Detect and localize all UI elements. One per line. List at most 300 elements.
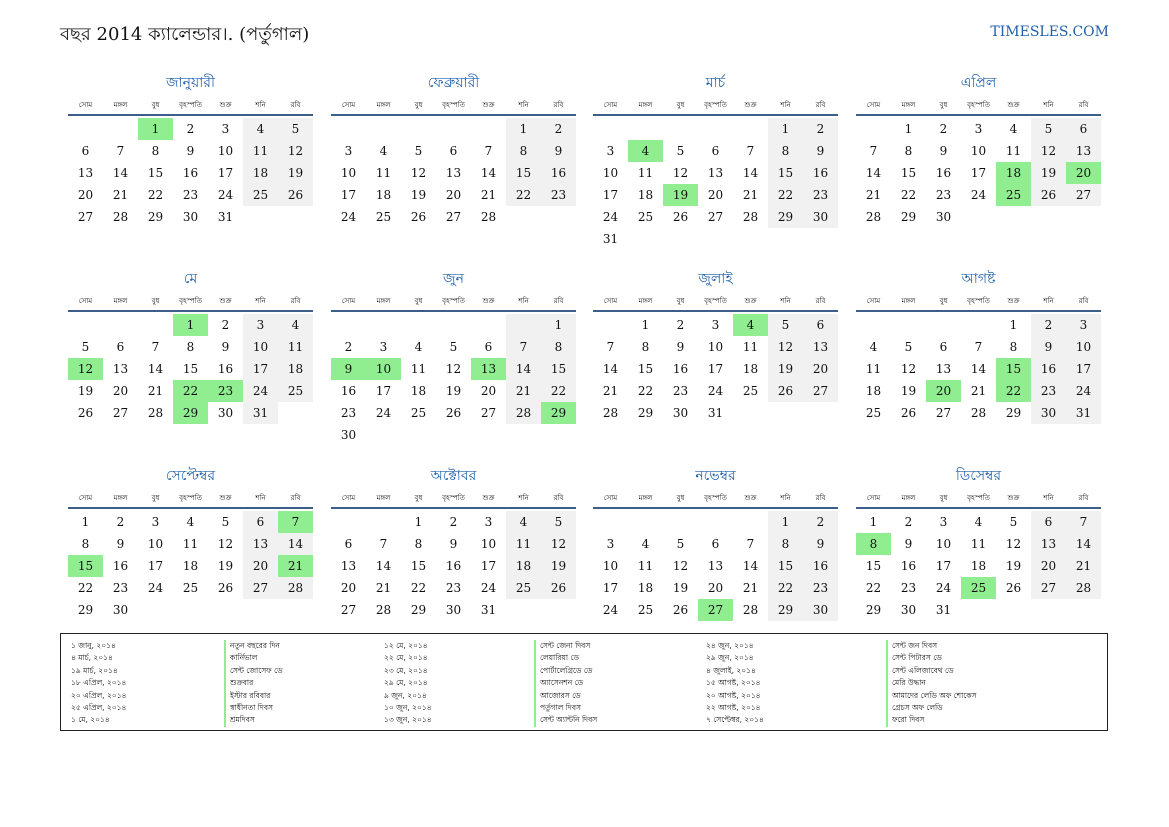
day-cell: 28 bbox=[278, 577, 313, 599]
day-cell: 5 bbox=[904, 340, 913, 354]
empty-cell bbox=[926, 314, 961, 336]
day-cell: 22 bbox=[541, 380, 576, 402]
day-cell: 24 bbox=[217, 188, 234, 202]
day-cell: 7 bbox=[116, 144, 125, 158]
month-name: জানুয়ারী bbox=[166, 75, 215, 91]
day-cell: 10 bbox=[602, 559, 619, 573]
month-block bbox=[593, 74, 838, 250]
day-cell: 28 bbox=[1066, 577, 1101, 599]
day-grid bbox=[593, 314, 838, 424]
day-cell: 5 bbox=[449, 340, 458, 354]
day-cell: 12 bbox=[541, 533, 576, 555]
month-block bbox=[68, 270, 313, 424]
day-cell: 13 bbox=[340, 559, 357, 573]
day-cell: 25 bbox=[278, 380, 313, 402]
day-cell: 2 bbox=[676, 318, 685, 332]
day-cell: 9 bbox=[1031, 336, 1066, 358]
day-grid bbox=[331, 314, 576, 446]
weekday-label: শনি bbox=[780, 101, 791, 109]
day-cell: 2 bbox=[221, 318, 230, 332]
weekday-label: বুধ bbox=[414, 101, 423, 109]
day-cell: 5 bbox=[1031, 118, 1066, 140]
weekday-label: শনি bbox=[780, 297, 791, 305]
day-cell: 8 bbox=[414, 537, 423, 551]
day-cell: 13 bbox=[935, 362, 952, 376]
holiday-name: গ্রেচস অফ লেডি bbox=[892, 702, 943, 712]
holiday-date: ১ জানু, ২০১৪ bbox=[71, 641, 116, 650]
header-rule bbox=[593, 507, 838, 509]
holiday-day-cell: 13 bbox=[471, 358, 506, 380]
day-cell: 20 bbox=[77, 188, 94, 202]
day-cell: 11 bbox=[970, 537, 987, 551]
weekday-label: মঙ্গল bbox=[113, 297, 128, 305]
holiday-name: মেরি উদ্ধান bbox=[892, 678, 926, 688]
day-cell: 3 bbox=[243, 314, 278, 336]
day-cell: 18 bbox=[243, 162, 278, 184]
day-cell: 11 bbox=[182, 537, 199, 551]
month-name: জুলাই bbox=[698, 271, 733, 287]
weekday-header bbox=[856, 490, 1101, 507]
day-cell: 29 bbox=[637, 406, 654, 420]
month-block bbox=[68, 74, 313, 228]
header-rule bbox=[856, 114, 1101, 116]
day-cell: 28 bbox=[602, 406, 619, 420]
day-cell: 11 bbox=[742, 340, 759, 354]
day-cell: 26 bbox=[1005, 581, 1022, 595]
day-cell: 9 bbox=[449, 537, 458, 551]
holiday-name: সেন্ট অ্যান্টনি দিবস bbox=[540, 715, 598, 725]
empty-cell bbox=[138, 314, 173, 336]
holiday-name: সেন্ট পিটারস ডে bbox=[892, 653, 942, 663]
day-cell: 10 bbox=[147, 537, 164, 551]
weekday-header bbox=[68, 97, 313, 114]
weekday-label: বুধ bbox=[151, 101, 160, 109]
day-cell: 3 bbox=[221, 122, 230, 136]
day-cell: 27 bbox=[77, 210, 94, 224]
day-cell: 25 bbox=[182, 581, 199, 595]
weekday-label: শনি bbox=[255, 494, 266, 502]
empty-cell bbox=[593, 511, 628, 533]
day-cell: 2 bbox=[344, 340, 353, 354]
day-cell: 26 bbox=[1031, 184, 1066, 206]
holiday-name: সেন্ট জোসেফ ডে bbox=[230, 665, 283, 675]
day-cell: 10 bbox=[217, 144, 234, 158]
day-cell: 10 bbox=[1066, 336, 1101, 358]
day-cell: 6 bbox=[711, 537, 720, 551]
day-cell: 20 bbox=[112, 384, 129, 398]
day-grid bbox=[593, 511, 838, 621]
holiday-date: ২৯ জুন, ২০১৪ bbox=[706, 653, 754, 663]
day-cell: 27 bbox=[480, 406, 497, 420]
day-cell: 21 bbox=[742, 581, 759, 595]
month-name: জুন bbox=[443, 271, 464, 287]
empty-cell bbox=[628, 118, 663, 140]
day-cell: 30 bbox=[445, 603, 462, 617]
header-rule bbox=[593, 114, 838, 116]
day-cell: 16 bbox=[803, 555, 838, 577]
holiday-name: শ্রমদিবস bbox=[230, 715, 255, 725]
day-cell: 23 bbox=[803, 577, 838, 599]
day-cell: 31 bbox=[707, 406, 724, 420]
day-cell: 16 bbox=[803, 162, 838, 184]
day-cell: 14 bbox=[1066, 533, 1101, 555]
day-cell: 24 bbox=[935, 581, 952, 595]
day-cell: 11 bbox=[1005, 144, 1022, 158]
holiday-name: লেয়ারিয়া ডে bbox=[540, 653, 580, 663]
day-cell: 7 bbox=[974, 340, 983, 354]
day-cell: 3 bbox=[344, 144, 353, 158]
day-cell: 22 bbox=[637, 384, 654, 398]
day-cell: 15 bbox=[900, 166, 917, 180]
day-cell: 30 bbox=[1031, 402, 1066, 424]
header-rule bbox=[68, 507, 313, 509]
weekday-label: রবি bbox=[1078, 494, 1089, 502]
day-cell: 17 bbox=[217, 166, 234, 180]
brand-link[interactable]: TIMESLES.COM bbox=[990, 24, 1109, 40]
day-cell: 23 bbox=[182, 188, 199, 202]
day-cell: 8 bbox=[768, 533, 803, 555]
day-cell: 15 bbox=[768, 555, 803, 577]
day-cell: 17 bbox=[243, 358, 278, 380]
day-cell: 16 bbox=[445, 559, 462, 573]
day-cell: 25 bbox=[243, 184, 278, 206]
empty-cell bbox=[331, 118, 366, 140]
day-cell: 3 bbox=[484, 515, 493, 529]
holiday-date: ১৫ আগষ্ট, ২০১৪ bbox=[706, 678, 761, 688]
day-cell: 7 bbox=[151, 340, 160, 354]
day-cell: 15 bbox=[541, 358, 576, 380]
weekday-header bbox=[331, 97, 576, 114]
weekday-label: রবি bbox=[815, 297, 826, 305]
day-cell: 27 bbox=[803, 380, 838, 402]
holiday-names-column bbox=[886, 640, 976, 727]
day-cell: 16 bbox=[182, 166, 199, 180]
day-cell: 11 bbox=[637, 559, 654, 573]
holiday-name: পর্তুগাল দিবস bbox=[540, 702, 581, 712]
day-cell: 24 bbox=[1066, 380, 1101, 402]
day-cell: 13 bbox=[803, 336, 838, 358]
day-cell: 2 bbox=[1031, 314, 1066, 336]
weekday-label: বৃহস্পতি bbox=[442, 297, 465, 305]
weekday-label: বৃহস্পতি bbox=[179, 101, 202, 109]
day-cell: 7 bbox=[506, 336, 541, 358]
holiday-name: ফরো দিবস bbox=[892, 715, 925, 725]
weekday-label: বৃহস্পতি bbox=[967, 297, 990, 305]
holiday-date: ২০ আগষ্ট, ২০১৪ bbox=[706, 690, 761, 700]
day-cell: 3 bbox=[606, 144, 615, 158]
holiday-date: ২০ এপ্রিল, ২০১৪ bbox=[71, 690, 127, 700]
day-cell: 12 bbox=[278, 140, 313, 162]
day-cell: 19 bbox=[900, 384, 917, 398]
weekday-label: সোম bbox=[341, 101, 356, 109]
day-cell: 4 bbox=[506, 511, 541, 533]
weekday-label: মঙ্গল bbox=[638, 297, 653, 305]
weekday-label: বৃহস্পতি bbox=[179, 297, 202, 305]
day-cell: 29 bbox=[147, 210, 164, 224]
weekday-label: বুধ bbox=[939, 297, 948, 305]
holiday-date: ৭ সেপ্টেম্বর, ২০১৪ bbox=[706, 715, 764, 725]
day-cell: 18 bbox=[506, 555, 541, 577]
weekday-label: সোম bbox=[603, 297, 618, 305]
day-cell: 24 bbox=[602, 210, 619, 224]
empty-cell bbox=[663, 511, 698, 533]
weekday-label: শনি bbox=[255, 297, 266, 305]
day-cell: 10 bbox=[707, 340, 724, 354]
day-cell: 6 bbox=[939, 340, 948, 354]
weekday-label: শুক্র bbox=[744, 494, 757, 502]
month-block bbox=[68, 467, 313, 621]
day-cell: 3 bbox=[1066, 314, 1101, 336]
day-cell: 26 bbox=[77, 406, 94, 420]
day-cell: 5 bbox=[81, 340, 90, 354]
day-cell: 6 bbox=[803, 314, 838, 336]
holiday-date: ৪ জুলাই, ২০১৪ bbox=[706, 665, 756, 675]
day-cell: 1 bbox=[904, 122, 913, 136]
holiday-day-cell: 1 bbox=[173, 314, 208, 336]
holiday-day-cell: 1 bbox=[138, 118, 173, 140]
weekday-label: শনি bbox=[518, 101, 529, 109]
day-cell: 10 bbox=[935, 537, 952, 551]
day-cell: 7 bbox=[746, 144, 755, 158]
day-cell: 8 bbox=[768, 140, 803, 162]
day-cell: 28 bbox=[375, 603, 392, 617]
day-cell: 14 bbox=[480, 166, 497, 180]
day-grid bbox=[856, 118, 1101, 228]
day-cell: 24 bbox=[602, 603, 619, 617]
weekday-label: রবি bbox=[553, 101, 564, 109]
day-grid bbox=[68, 118, 313, 228]
weekday-label: সোম bbox=[341, 494, 356, 502]
month-name: অক্টোবর bbox=[430, 468, 477, 484]
weekday-label: সোম bbox=[603, 101, 618, 109]
day-cell: 18 bbox=[410, 384, 427, 398]
day-cell: 18 bbox=[865, 384, 882, 398]
day-cell: 15 bbox=[410, 559, 427, 573]
holiday-date: ১ মে, ২০১৪ bbox=[71, 715, 110, 725]
weekday-label: শনি bbox=[518, 297, 529, 305]
day-cell: 20 bbox=[707, 188, 724, 202]
day-cell: 12 bbox=[410, 166, 427, 180]
day-cell: 9 bbox=[904, 537, 913, 551]
day-grid bbox=[68, 314, 313, 424]
day-cell: 20 bbox=[707, 581, 724, 595]
day-cell: 17 bbox=[707, 362, 724, 376]
day-cell: 17 bbox=[375, 384, 392, 398]
holiday-date: ২৩ মে, ২০১৪ bbox=[384, 665, 428, 675]
holiday-name: অ্যাসেনশন ডে bbox=[540, 678, 584, 688]
day-cell: 2 bbox=[116, 515, 125, 529]
empty-cell bbox=[366, 118, 401, 140]
day-cell: 14 bbox=[742, 559, 759, 573]
empty-cell bbox=[366, 314, 401, 336]
month-block bbox=[331, 270, 576, 446]
day-cell: 12 bbox=[672, 166, 689, 180]
day-cell: 1 bbox=[414, 515, 423, 529]
day-cell: 13 bbox=[707, 559, 724, 573]
day-cell: 13 bbox=[1066, 140, 1101, 162]
day-cell: 13 bbox=[77, 166, 94, 180]
day-cell: 30 bbox=[803, 599, 838, 621]
day-cell: 3 bbox=[606, 537, 615, 551]
day-cell: 28 bbox=[147, 406, 164, 420]
holiday-day-cell: 22 bbox=[173, 380, 208, 402]
day-cell: 17 bbox=[602, 188, 619, 202]
holiday-date: ১৩ জুন, ২০১৪ bbox=[384, 715, 432, 725]
day-cell: 5 bbox=[278, 118, 313, 140]
day-cell: 29 bbox=[865, 603, 882, 617]
day-cell: 30 bbox=[935, 210, 952, 224]
holiday-day-cell: 4 bbox=[733, 314, 768, 336]
holiday-day-cell: 8 bbox=[856, 533, 891, 555]
day-cell: 31 bbox=[602, 232, 619, 246]
day-cell: 18 bbox=[278, 358, 313, 380]
holiday-day-cell: 29 bbox=[541, 402, 576, 424]
day-cell: 19 bbox=[278, 162, 313, 184]
day-cell: 21 bbox=[602, 384, 619, 398]
weekday-header bbox=[68, 490, 313, 507]
day-cell: 6 bbox=[484, 340, 493, 354]
weekday-label: শুক্র bbox=[219, 101, 232, 109]
header-rule bbox=[68, 114, 313, 116]
day-cell: 14 bbox=[506, 358, 541, 380]
day-cell: 8 bbox=[641, 340, 650, 354]
weekday-label: বৃহস্পতি bbox=[442, 101, 465, 109]
holiday-day-cell: 25 bbox=[996, 184, 1031, 206]
header-rule bbox=[331, 310, 576, 312]
day-cell: 4 bbox=[641, 537, 650, 551]
empty-cell bbox=[436, 314, 471, 336]
day-cell: 13 bbox=[1031, 533, 1066, 555]
day-cell: 14 bbox=[278, 533, 313, 555]
day-cell: 5 bbox=[221, 515, 230, 529]
holiday-name: শুক্রবার bbox=[230, 678, 254, 688]
day-cell: 2 bbox=[449, 515, 458, 529]
holiday-names-column bbox=[224, 640, 283, 727]
day-cell: 14 bbox=[742, 166, 759, 180]
holiday-name: সেন্ট জেনা দিবস bbox=[540, 641, 591, 650]
holiday-name: কার্নিভাল bbox=[230, 653, 258, 663]
day-cell: 17 bbox=[970, 166, 987, 180]
day-cell: 8 bbox=[186, 340, 195, 354]
day-cell: 24 bbox=[375, 406, 392, 420]
day-cell: 18 bbox=[637, 581, 654, 595]
day-cell: 19 bbox=[1031, 162, 1066, 184]
holiday-name: আমাদের লেডি অফ শোকেস bbox=[892, 690, 977, 700]
day-cell: 8 bbox=[506, 140, 541, 162]
holiday-day-cell: 18 bbox=[996, 162, 1031, 184]
holiday-name: সেন্ট এলিজাবেথ ডে bbox=[892, 665, 954, 675]
day-cell: 31 bbox=[1066, 402, 1101, 424]
day-cell: 16 bbox=[340, 384, 357, 398]
day-cell: 27 bbox=[445, 210, 462, 224]
weekday-label: মঙ্গল bbox=[901, 494, 916, 502]
empty-cell bbox=[471, 314, 506, 336]
weekday-label: শনি bbox=[1043, 494, 1054, 502]
day-cell: 6 bbox=[1031, 511, 1066, 533]
day-cell: 25 bbox=[410, 406, 427, 420]
day-cell: 30 bbox=[340, 428, 357, 442]
empty-cell bbox=[663, 118, 698, 140]
day-cell: 31 bbox=[243, 402, 278, 424]
holiday-day-cell: 23 bbox=[208, 380, 243, 402]
day-cell: 15 bbox=[506, 162, 541, 184]
month-block bbox=[856, 270, 1101, 424]
weekday-label: শুক্র bbox=[482, 297, 495, 305]
day-cell: 11 bbox=[637, 166, 654, 180]
day-cell: 8 bbox=[904, 144, 913, 158]
empty-cell bbox=[733, 511, 768, 533]
weekday-header bbox=[593, 293, 838, 310]
day-cell: 22 bbox=[506, 184, 541, 206]
day-cell: 27 bbox=[935, 406, 952, 420]
weekday-label: রবি bbox=[553, 494, 564, 502]
weekday-label: বৃহস্পতি bbox=[704, 297, 727, 305]
weekday-label: সোম bbox=[866, 297, 881, 305]
day-cell: 4 bbox=[974, 515, 983, 529]
day-cell: 17 bbox=[1066, 358, 1101, 380]
day-cell: 6 bbox=[449, 144, 458, 158]
day-cell: 4 bbox=[186, 515, 195, 529]
day-cell: 15 bbox=[768, 162, 803, 184]
day-cell: 22 bbox=[768, 577, 803, 599]
day-cell: 25 bbox=[637, 210, 654, 224]
month-name: ফেব্রুয়ারী bbox=[427, 75, 480, 91]
day-cell: 29 bbox=[768, 599, 803, 621]
day-cell: 16 bbox=[900, 559, 917, 573]
day-cell: 7 bbox=[1066, 511, 1101, 533]
day-cell: 17 bbox=[602, 581, 619, 595]
day-cell: 21 bbox=[742, 188, 759, 202]
weekday-header bbox=[68, 293, 313, 310]
day-cell: 25 bbox=[506, 577, 541, 599]
day-cell: 21 bbox=[147, 384, 164, 398]
day-cell: 18 bbox=[375, 188, 392, 202]
month-name: মে bbox=[183, 271, 198, 287]
day-cell: 22 bbox=[410, 581, 427, 595]
day-cell: 22 bbox=[77, 581, 94, 595]
weekday-header bbox=[593, 490, 838, 507]
day-cell: 20 bbox=[803, 358, 838, 380]
day-cell: 3 bbox=[711, 318, 720, 332]
day-cell: 11 bbox=[506, 533, 541, 555]
day-cell: 16 bbox=[672, 362, 689, 376]
empty-cell bbox=[471, 118, 506, 140]
weekday-label: মঙ্গল bbox=[901, 297, 916, 305]
day-cell: 1 bbox=[768, 511, 803, 533]
weekday-label: শনি bbox=[1043, 297, 1054, 305]
day-cell: 10 bbox=[243, 336, 278, 358]
weekday-label: শুক্র bbox=[1007, 101, 1020, 109]
holiday-date: ১২ মে, ২০১৪ bbox=[384, 641, 428, 650]
day-cell: 25 bbox=[637, 603, 654, 617]
weekday-label: মঙ্গল bbox=[901, 101, 916, 109]
day-cell: 7 bbox=[606, 340, 615, 354]
day-cell: 4 bbox=[869, 340, 878, 354]
empty-cell bbox=[401, 314, 436, 336]
day-cell: 3 bbox=[939, 515, 948, 529]
day-cell: 29 bbox=[410, 603, 427, 617]
day-cell: 21 bbox=[970, 384, 987, 398]
month-block bbox=[331, 74, 576, 228]
day-cell: 26 bbox=[900, 406, 917, 420]
holiday-day-cell: 27 bbox=[698, 599, 733, 621]
day-cell: 6 bbox=[116, 340, 125, 354]
day-cell: 23 bbox=[672, 384, 689, 398]
weekday-label: সোম bbox=[603, 494, 618, 502]
day-cell: 17 bbox=[935, 559, 952, 573]
day-cell: 8 bbox=[1009, 340, 1018, 354]
day-grid bbox=[331, 511, 576, 621]
